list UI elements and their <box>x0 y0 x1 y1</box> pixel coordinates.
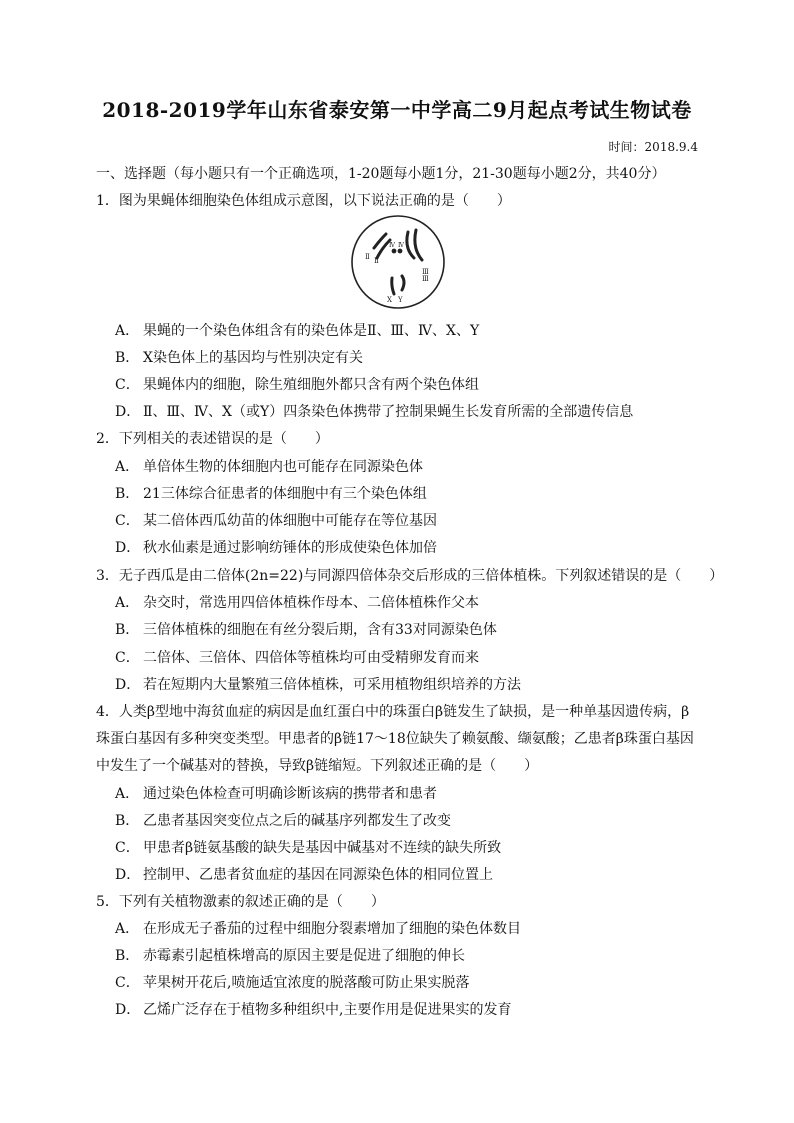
label-y: Y <box>398 296 403 304</box>
option-text: 果蝇体内的细胞，除生殖细胞外都只含有两个染色体组 <box>143 377 479 393</box>
q2-option-d <box>115 537 437 557</box>
option-letter: B． <box>115 622 140 638</box>
q4-option-c <box>115 837 501 857</box>
q5-option-d <box>115 999 511 1019</box>
option-letter: C． <box>115 513 140 529</box>
q1-option-b <box>115 347 363 367</box>
question-2-stem: 2．下列相关的表述错误的是（ ） <box>96 431 329 447</box>
q5-option-b <box>115 945 465 965</box>
option-letter: A． <box>115 459 140 475</box>
q2-option-b <box>115 483 427 503</box>
section-heading: 一、选择题（每小题只有一个正确选项，1-20题每小题1分，21-30题每小题2分，共40分） <box>96 166 666 182</box>
label-x: X <box>387 296 392 304</box>
option-text: 21三体综合征患者的体细胞中有三个染色体组 <box>143 486 427 502</box>
option-text: 某二倍体西瓜幼苗的体细胞中可能存在等位基因 <box>143 513 437 529</box>
exam-date: 时间：2018.9.4 <box>608 140 698 154</box>
option-text: 若在短期内大量繁殖三倍体植株，可采用植物组织培养的方法 <box>143 677 521 693</box>
fruit-fly-chromosome-diagram <box>350 214 446 310</box>
option-letter: A． <box>115 786 140 802</box>
option-text: Ⅱ、Ⅲ、Ⅳ、X（或Y）四条染色体携带了控制果蝇生长发育所需的全部遗传信息 <box>143 404 634 420</box>
label-ii-left: Ⅱ <box>365 253 370 261</box>
option-text: 果蝇的一个染色体组含有的染色体是Ⅱ、Ⅲ、Ⅳ、X、Y <box>143 323 480 339</box>
option-text: 单倍体生物的体细胞内也可能存在同源染色体 <box>143 459 423 475</box>
q3-option-c <box>115 647 479 667</box>
q2-option-a <box>115 456 423 476</box>
option-letter: B． <box>115 948 140 964</box>
q3-option-a <box>115 592 479 612</box>
option-text: 乙烯广泛存在于植物多种组织中,主要作用是促进果实的发育 <box>143 1002 512 1018</box>
question-5-stem: 5．下列有关植物激素的叙述正确的是（ ） <box>96 894 385 910</box>
q4-option-b <box>115 810 451 830</box>
question-4-stem-line-2: 珠蛋白基因有多种突变类型。甲患者的β链17～18位缺失了赖氨酸、缬氨酸；乙患者β珠蛋白基因 <box>96 731 694 747</box>
option-text: 甲患者β链氨基酸的缺失是基因中碱基对不连续的缺失所致 <box>143 840 502 856</box>
label-iv-right: Ⅳ <box>398 242 404 249</box>
option-text: X染色体上的基因均与性别决定有关 <box>143 350 363 366</box>
chromosome-iii-b <box>415 230 422 260</box>
label-ii-right: Ⅱ <box>374 257 379 265</box>
option-letter: B． <box>115 486 140 502</box>
q3-option-d <box>115 674 521 694</box>
option-letter: B． <box>115 813 140 829</box>
label-iv-left: Ⅳ <box>389 242 395 249</box>
q4-option-d <box>115 864 493 884</box>
option-letter: C． <box>115 840 140 856</box>
option-letter: A． <box>115 921 140 937</box>
chromosome-iv-b <box>398 249 403 254</box>
option-letter: C． <box>115 650 140 666</box>
option-text: 秋水仙素是通过影响纺锤体的形成使染色体加倍 <box>143 540 437 556</box>
question-3-stem: 3．无子西瓜是由二倍体(2n=22)与同源四倍体杂交后形成的三倍体植株。下列叙述错误的是（ ） <box>96 568 724 584</box>
option-text: 通过染色体检查可明确诊断该病的携带者和患者 <box>143 786 437 802</box>
option-letter: A． <box>115 323 140 339</box>
question-4-stem-line-3: 中发生了一个碱基对的替换，导致β链缩短。下列叙述正确的是（ ） <box>96 758 539 774</box>
option-text: 在形成无子番茄的过程中细胞分裂素增加了细胞的染色体数目 <box>143 921 521 937</box>
chromosome-x <box>392 278 394 294</box>
q5-option-c <box>115 972 469 992</box>
q1-option-d <box>115 401 633 421</box>
option-text: 二倍体、三倍体、四倍体等植株均可由受精卵发育而来 <box>143 650 479 666</box>
option-letter: D． <box>115 540 141 556</box>
option-letter: D． <box>115 867 141 883</box>
option-text: 苹果树开花后,喷施适宜浓度的脱落酸可防止果实脱落 <box>143 975 470 991</box>
chromosome-iii-a <box>407 232 414 258</box>
q2-option-c <box>115 510 437 530</box>
option-text: 控制甲、乙患者贫血症的基因在同源染色体的相同位置上 <box>143 867 493 883</box>
option-letter: D． <box>115 404 141 420</box>
chromosome-iv-a <box>392 249 397 254</box>
question-1-stem: 1．图为果蝇体细胞染色体组成示意图，以下说法正确的是（ ） <box>96 193 511 209</box>
cell-outline <box>352 216 444 308</box>
q4-option-a <box>115 783 437 803</box>
option-letter: C． <box>115 377 140 393</box>
option-letter: D． <box>115 677 141 693</box>
q1-option-c <box>115 374 479 394</box>
question-4-stem-line-1: 4．人类β型地中海贫血症的病因是血红蛋白中的珠蛋白β链发生了缺损，是一种单基因遗传病，β <box>96 704 690 720</box>
chromosome-y <box>402 276 404 290</box>
option-text: 赤霉素引起植株增高的原因主要是促进了细胞的伸长 <box>143 948 465 964</box>
exam-title: 2018-2019学年山东省泰安第一中学高二9月起点考试生物试卷 <box>102 98 692 122</box>
q1-option-a <box>115 320 479 340</box>
q3-option-b <box>115 619 497 639</box>
option-letter: A． <box>115 595 140 611</box>
option-text: 杂交时，常选用四倍体植株作母本、二倍体植株作父本 <box>143 595 479 611</box>
option-letter: B． <box>115 350 140 366</box>
option-letter: C． <box>115 975 140 991</box>
option-letter: D． <box>115 1002 141 1018</box>
option-text: 乙患者基因突变位点之后的碱基序列都发生了改变 <box>143 813 451 829</box>
label-iii-lower: Ⅲ <box>422 275 429 283</box>
q5-option-a <box>115 918 521 938</box>
label-iii-upper: Ⅲ <box>422 268 429 276</box>
option-text: 三倍体植株的细胞在有丝分裂后期，含有33对同源染色体 <box>143 622 497 638</box>
